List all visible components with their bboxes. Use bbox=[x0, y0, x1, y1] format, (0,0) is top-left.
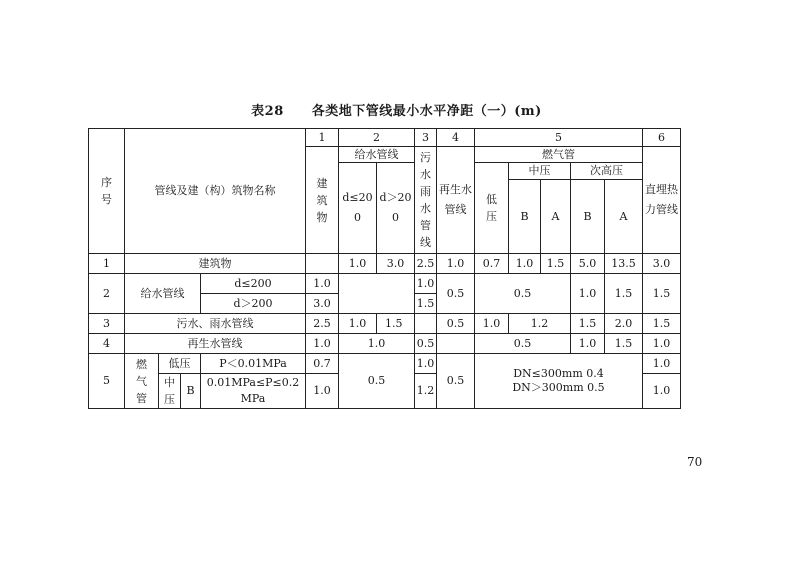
cell-value: 0.7 bbox=[306, 354, 339, 374]
header-water-supply: 给水管线 bbox=[339, 147, 415, 163]
cell-value: 1.0 bbox=[475, 314, 509, 334]
cell-empty bbox=[437, 334, 475, 354]
header-gas: 燃气管 bbox=[475, 147, 643, 163]
row-group: 燃气管 bbox=[125, 354, 159, 409]
header-gas-sub-high-a: A bbox=[605, 180, 643, 254]
cell-value: 2.0 bbox=[605, 314, 643, 334]
cell-value: 2.5 bbox=[306, 314, 339, 334]
col-number-3: 3 bbox=[415, 129, 437, 147]
header-gas-medium: 中压 bbox=[509, 163, 571, 180]
col-number-5: 5 bbox=[475, 129, 643, 147]
cell-value: 1.0 bbox=[509, 254, 541, 274]
table-row bbox=[89, 334, 681, 354]
header-building: 建筑物 bbox=[306, 147, 339, 254]
row-seq: 1 bbox=[89, 254, 125, 274]
cell-value: 0.5 bbox=[437, 354, 475, 409]
page-number: 70 bbox=[687, 455, 703, 469]
row-name: 再生水管线 bbox=[125, 334, 306, 354]
row-subname: d≤200 bbox=[201, 274, 306, 294]
table-row bbox=[89, 254, 681, 274]
row-seq: 2 bbox=[89, 274, 125, 314]
cell-value: 1.0 bbox=[339, 254, 377, 274]
cell-empty bbox=[306, 254, 339, 274]
row-condition: 0.01MPa≤P≤0.2MPa bbox=[201, 374, 306, 409]
header-gas-sub-high: 次高压 bbox=[571, 163, 643, 180]
clearance-table bbox=[88, 128, 681, 409]
cell-value: 1.5 bbox=[605, 334, 643, 354]
table-row bbox=[89, 314, 681, 334]
cell-value: 0.5 bbox=[475, 334, 571, 354]
cell-value: 1.5 bbox=[643, 314, 681, 334]
table-title bbox=[0, 100, 793, 119]
cell-value: 0.5 bbox=[437, 274, 475, 314]
header-gas-low: 低压 bbox=[475, 163, 509, 254]
header-gas-sub-high-b: B bbox=[571, 180, 605, 254]
cell-value: 1.5 bbox=[415, 294, 437, 314]
cell-value: 0.5 bbox=[437, 314, 475, 334]
cell-value: DN≤300mm 0.4 DN＞300mm 0.5 bbox=[475, 354, 643, 409]
cell-value: 0.5 bbox=[475, 274, 571, 314]
header-gas-medium-a: A bbox=[541, 180, 571, 254]
table-row bbox=[89, 354, 681, 374]
cell-value: 1.0 bbox=[437, 254, 475, 274]
col-number-6: 6 bbox=[643, 129, 681, 147]
header-sewer: 污水雨水管线 bbox=[415, 147, 437, 254]
cell-value: 5.0 bbox=[571, 254, 605, 274]
header-seq: 序号 bbox=[89, 129, 125, 254]
cell-value: 1.0 bbox=[643, 374, 681, 409]
row-subname: 中压 bbox=[159, 374, 181, 409]
cell-value: 1.0 bbox=[415, 274, 437, 294]
header-name: 管线及建（构）筑物名称 bbox=[125, 129, 306, 254]
col-number-4: 4 bbox=[437, 129, 475, 147]
header-ws-large: d＞200 bbox=[377, 163, 415, 254]
header-reclaimed: 再生水管线 bbox=[437, 147, 475, 254]
col-number-2: 2 bbox=[339, 129, 415, 147]
cell-value: 1.0 bbox=[571, 334, 605, 354]
cell-value: 1.0 bbox=[306, 334, 339, 354]
header-gas-medium-b: B bbox=[509, 180, 541, 254]
cell-empty bbox=[339, 274, 415, 314]
row-subname: B bbox=[181, 374, 201, 409]
cell-value: 13.5 bbox=[605, 254, 643, 274]
cell-value: 1.0 bbox=[415, 354, 437, 374]
row-subname: d＞200 bbox=[201, 294, 306, 314]
row-seq: 3 bbox=[89, 314, 125, 334]
cell-value: 1.2 bbox=[509, 314, 571, 334]
header-heat: 直埋热力管线 bbox=[643, 147, 681, 254]
cell-value: 1.0 bbox=[643, 354, 681, 374]
col-number-1: 1 bbox=[306, 129, 339, 147]
row-condition: P＜0.01MPa bbox=[201, 354, 306, 374]
cell-value: 3.0 bbox=[643, 254, 681, 274]
table-caption: 各类地下管线最小水平净距（一）(m) bbox=[311, 104, 542, 119]
cell-value: 1.0 bbox=[339, 314, 377, 334]
table-row bbox=[89, 274, 681, 294]
cell-value: 0.5 bbox=[339, 354, 415, 409]
header-ws-small: d≤200 bbox=[339, 163, 377, 254]
cell-value: 0.5 bbox=[415, 334, 437, 354]
cell-value: 3.0 bbox=[306, 294, 339, 314]
row-seq: 5 bbox=[89, 354, 125, 409]
cell-value: 1.5 bbox=[541, 254, 571, 274]
row-name: 污水、雨水管线 bbox=[125, 314, 306, 334]
row-seq: 4 bbox=[89, 334, 125, 354]
cell-value: 1.0 bbox=[339, 334, 415, 354]
cell-value: 1.2 bbox=[415, 374, 437, 409]
cell-value: 1.0 bbox=[571, 274, 605, 314]
cell-value: 1.5 bbox=[605, 274, 643, 314]
cell-value: 1.5 bbox=[643, 274, 681, 314]
table-number: 表28 bbox=[251, 104, 284, 119]
cell-value: 0.7 bbox=[475, 254, 509, 274]
cell-value: 1.0 bbox=[306, 274, 339, 294]
cell-value: 3.0 bbox=[377, 254, 415, 274]
cell-value: 1.0 bbox=[306, 374, 339, 409]
cell-value: 1.5 bbox=[571, 314, 605, 334]
cell-empty bbox=[415, 314, 437, 334]
cell-value: 2.5 bbox=[415, 254, 437, 274]
row-name: 给水管线 bbox=[125, 274, 201, 314]
row-name: 建筑物 bbox=[125, 254, 306, 274]
row-subname: 低压 bbox=[159, 354, 201, 374]
cell-value: 1.5 bbox=[377, 314, 415, 334]
cell-value: 1.0 bbox=[643, 334, 681, 354]
